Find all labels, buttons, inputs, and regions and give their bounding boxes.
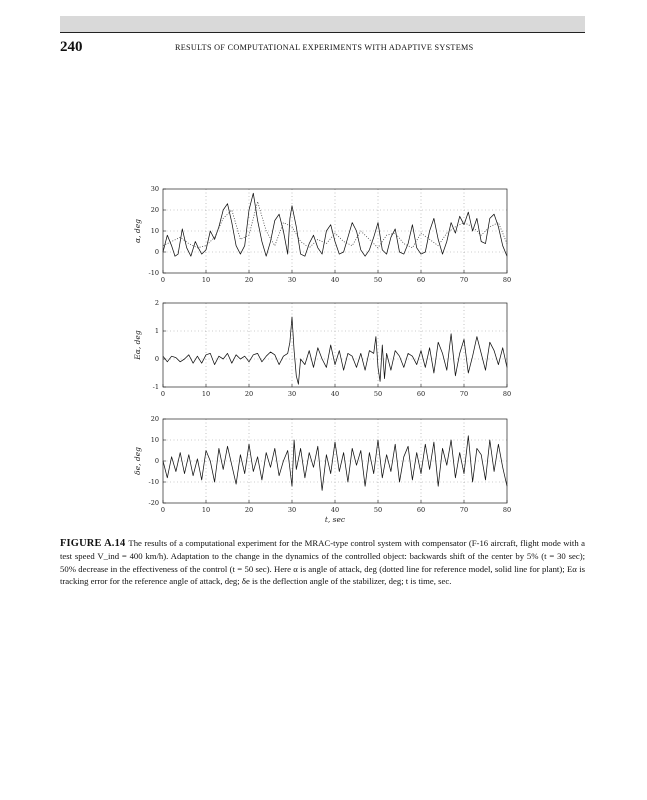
x-tick-label: 70 xyxy=(459,390,469,398)
y-tick-label: 20 xyxy=(150,415,159,424)
x-tick-label: 60 xyxy=(416,506,426,514)
y-axis-label: Eα, deg xyxy=(133,330,142,360)
figure-label: FIGURE A.14 xyxy=(60,538,126,549)
x-tick-label: 0 xyxy=(160,390,166,398)
y-tick-label: 1 xyxy=(154,327,159,336)
x-tick-label: 0 xyxy=(160,506,166,514)
x-tick-label: 30 xyxy=(287,506,297,514)
y-tick-label: 2 xyxy=(154,299,159,308)
x-tick-label: 10 xyxy=(201,506,211,514)
x-tick-label: 20 xyxy=(244,390,254,398)
x-tick-label: 10 xyxy=(201,390,211,398)
x-tick-label: 80 xyxy=(502,506,512,514)
y-tick-label: 20 xyxy=(150,206,159,215)
figure-caption xyxy=(60,537,585,588)
y-tick-label: -10 xyxy=(148,478,159,487)
y-tick-label: 10 xyxy=(150,436,159,445)
x-tick-label: 60 xyxy=(416,390,426,398)
x-tick-label: 40 xyxy=(330,506,340,514)
y-tick-label: 0 xyxy=(154,457,159,466)
x-tick-label: 40 xyxy=(330,276,340,284)
y-tick-label: 30 xyxy=(150,185,159,194)
running-head: RESULTS OF COMPUTATIONAL EXPERIMENTS WITH ADAPTIVE SYSTEMS xyxy=(175,43,474,52)
x-tick-label: 10 xyxy=(201,276,211,284)
y-axis-label: α, deg xyxy=(133,219,142,243)
page-number: 240 xyxy=(60,39,83,55)
x-tick-label: 70 xyxy=(459,276,469,284)
x-axis-label: t, sec xyxy=(324,515,346,524)
caption-text: The results of a computational experiment for the MRAC-type control system with compensator (F-16 aircraft, flight mode with a test speed V_ind = 400 km/h). Adaptation to the change in the dynamics of the controlled object: backwards shift of the center by 5% (t = 30 sec); 50% decrease in the effectiveness of the control (t = 50 sec). Here α is angle of attack, deg (dotted line for reference model, solid line for plant); Eα is tracking error for the reference angle of attack, deg; δe is the deflection angle of the stabilizer, deg; t is time, sec. xyxy=(60,538,585,587)
x-tick-label: 70 xyxy=(459,506,469,514)
x-tick-label: 50 xyxy=(373,506,383,514)
x-tick-label: 40 xyxy=(330,390,340,398)
x-tick-label: 50 xyxy=(373,390,383,398)
y-tick-label: -1 xyxy=(152,383,159,392)
y-tick-label: 0 xyxy=(154,248,159,257)
x-tick-label: 80 xyxy=(502,276,512,284)
stabilizer-panel xyxy=(133,415,511,524)
plant-line xyxy=(163,317,507,384)
x-tick-label: 30 xyxy=(287,276,297,284)
y-tick-label: 10 xyxy=(150,227,159,236)
x-tick-label: 0 xyxy=(160,276,166,284)
x-tick-label: 30 xyxy=(287,390,297,398)
error-panel xyxy=(133,299,511,398)
y-axis-label: δe, deg xyxy=(133,447,142,475)
x-tick-label: 50 xyxy=(373,276,383,284)
x-tick-label: 20 xyxy=(244,276,254,284)
y-tick-label: -10 xyxy=(148,269,159,278)
y-tick-label: 0 xyxy=(154,355,159,364)
y-tick-label: -20 xyxy=(148,499,159,508)
x-tick-label: 60 xyxy=(416,276,426,284)
x-tick-label: 80 xyxy=(502,390,512,398)
x-tick-label: 20 xyxy=(244,506,254,514)
alpha-panel xyxy=(133,185,511,284)
